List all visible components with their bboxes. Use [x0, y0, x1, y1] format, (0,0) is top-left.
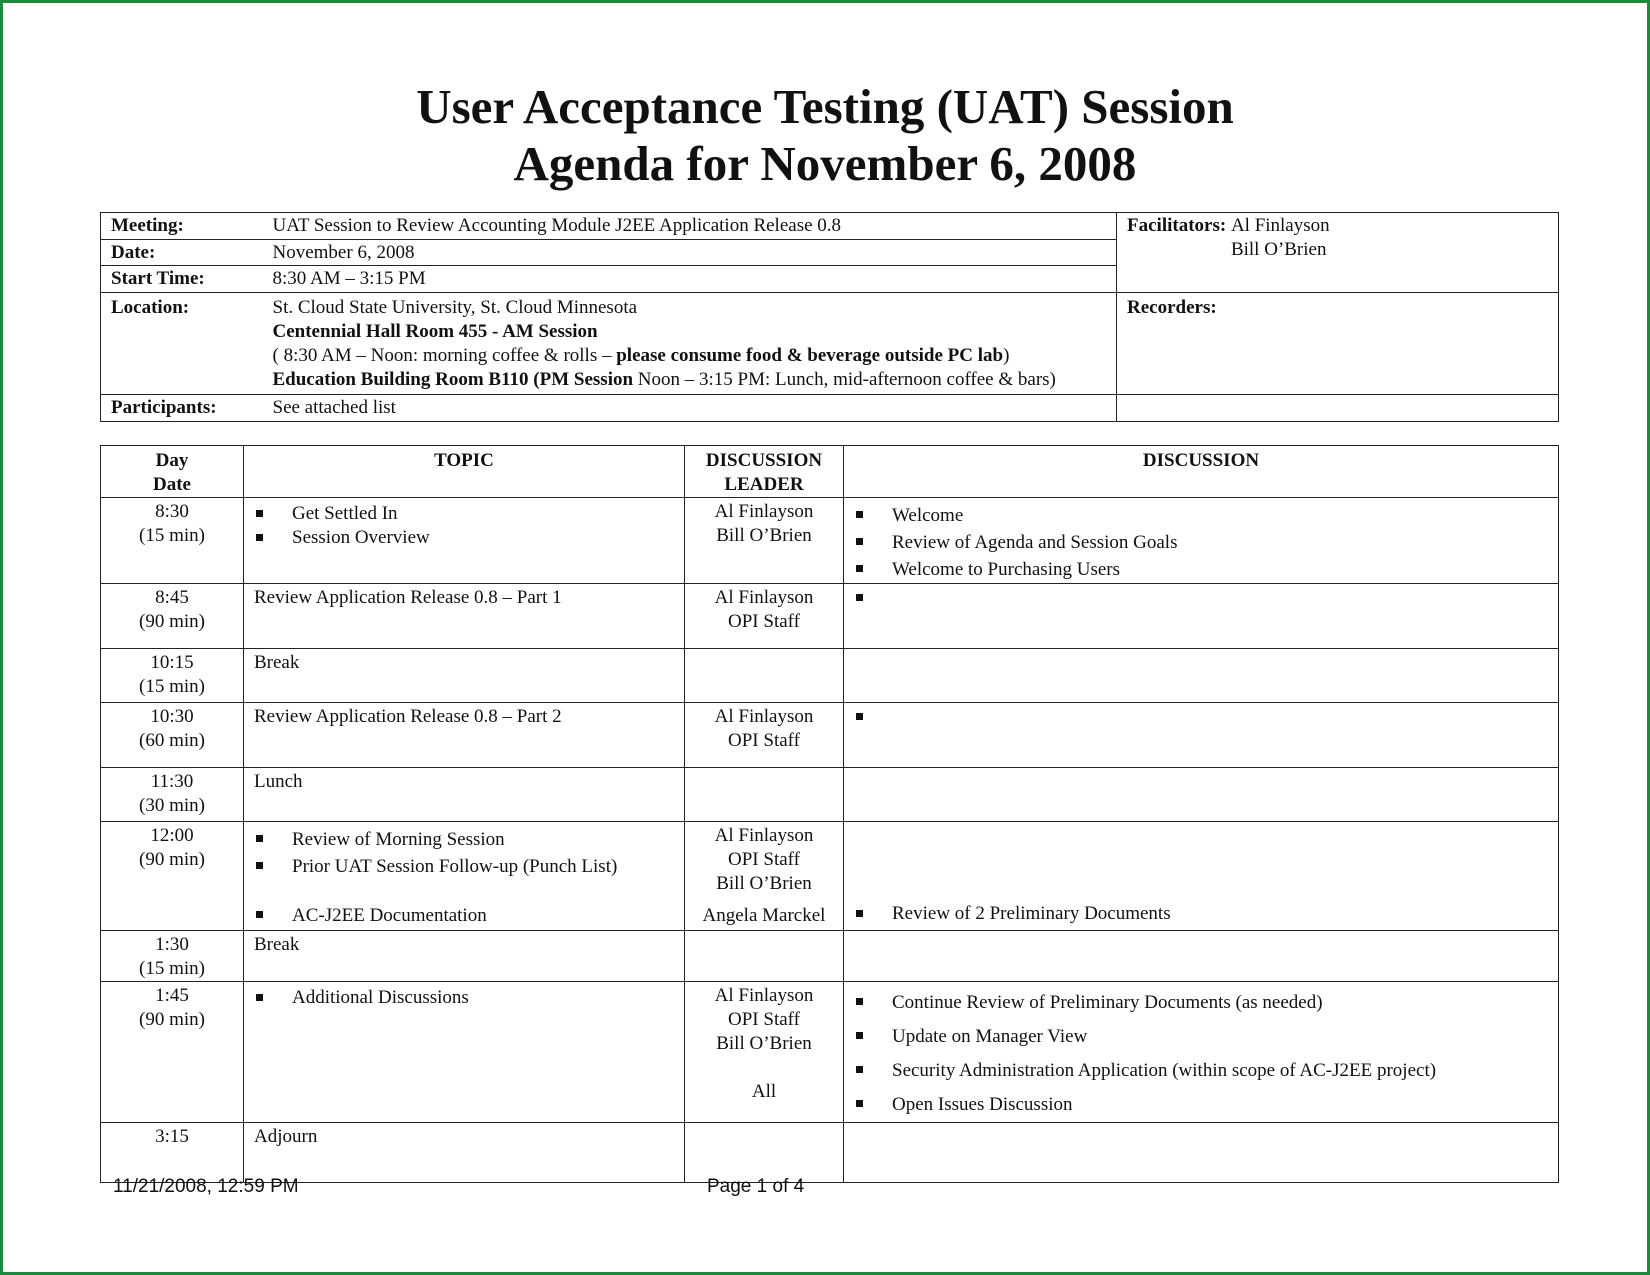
- duration: (60 min): [139, 730, 205, 751]
- topic-cell: Review Application Release 0.8 – Part 1: [244, 584, 685, 649]
- duration: (90 min): [139, 611, 205, 632]
- location-line-3-text: ( 8:30 AM – Noon: morning coffee & rolls –: [272, 344, 617, 366]
- duration: (15 min): [139, 958, 205, 979]
- time-cell: [101, 498, 244, 584]
- recorders-cell: [1117, 292, 1559, 394]
- discussion-cell: [844, 1123, 1559, 1183]
- time-cell: [101, 768, 244, 822]
- leader: Bill O’Brien: [716, 525, 812, 546]
- location-line-1: St. Cloud State University, St. Cloud Minnesota: [272, 296, 638, 318]
- start-time-value: 8:30 AM – 3:15 PM: [263, 266, 1117, 293]
- discussion-cell: [844, 498, 1559, 584]
- leader: OPI Staff: [728, 1009, 800, 1030]
- header-leader-line-2: LEADER: [724, 474, 804, 495]
- document-title: [0, 78, 1650, 192]
- discussion-cell: [844, 703, 1559, 768]
- empty-bullet: [854, 705, 1548, 729]
- discussion-text: Security Administration Application (within scope of AC-J2EE project): [892, 1060, 1437, 1081]
- participants-label: Participants:: [101, 395, 263, 422]
- topic-cell: [244, 822, 685, 931]
- table-row: [101, 931, 1559, 982]
- table-row: [101, 498, 1559, 584]
- leader: Al Finlayson: [714, 825, 814, 846]
- agenda-header-row: [101, 446, 1559, 498]
- leader: Al Finlayson: [714, 587, 814, 608]
- topic-text: AC-J2EE Documentation: [292, 905, 487, 926]
- leader-cell: [685, 931, 844, 982]
- list-item: [254, 902, 674, 929]
- date-value: November 6, 2008: [263, 239, 1117, 266]
- table-row: [101, 584, 1559, 649]
- leader-cell: [685, 768, 844, 822]
- table-row: [101, 768, 1559, 822]
- time: 11:30: [150, 771, 194, 792]
- title-line-2: Agenda for November 6, 2008: [513, 136, 1137, 191]
- list-item: [254, 986, 674, 1010]
- discussion-text: Welcome: [892, 505, 964, 526]
- participants-empty-cell: [1117, 395, 1559, 422]
- empty-bullet: [854, 586, 1548, 610]
- list-item: [254, 526, 674, 550]
- topic-text: Additional Discussions: [292, 987, 469, 1008]
- discussion-cell: [844, 768, 1559, 822]
- list-item: [254, 502, 674, 526]
- discussion-cell: [844, 584, 1559, 649]
- discussion-text: Continue Review of Preliminary Documents (as needed): [892, 992, 1323, 1013]
- table-row: [101, 1123, 1559, 1183]
- leader-cell: [685, 982, 844, 1123]
- footer-timestamp: 11/21/2008, 12:59 PM: [113, 1176, 299, 1197]
- list-item: [854, 986, 1548, 1020]
- recorders-label: Recorders:: [1127, 296, 1217, 318]
- time: 1:45: [155, 985, 189, 1006]
- leader: Bill O’Brien: [716, 1033, 812, 1054]
- list-item: [854, 502, 1548, 529]
- facilitators-cell: [1117, 213, 1559, 293]
- leader-cell: [685, 498, 844, 584]
- topic-cell: Lunch: [244, 768, 685, 822]
- discussion-cell: [844, 649, 1559, 703]
- time-cell: [101, 931, 244, 982]
- leader: Al Finlayson: [714, 985, 814, 1006]
- duration: (90 min): [139, 849, 205, 870]
- header-leader-line-1: DISCUSSION: [705, 450, 823, 471]
- duration: (15 min): [139, 676, 205, 697]
- location-line-4-bold: Education Building Room B110 (PM Session: [272, 368, 634, 390]
- leader-cell: [685, 822, 844, 931]
- time: 10:15: [150, 652, 194, 673]
- leader: OPI Staff: [728, 849, 800, 870]
- time: 12:00: [150, 825, 194, 846]
- location-line-3-bold: please consume food & beverage outside PC lab: [616, 344, 1004, 366]
- location-line-2: Centennial Hall Room 455 - AM Session: [272, 320, 598, 342]
- header-discussion: DISCUSSION: [844, 446, 1559, 498]
- time-cell: [101, 703, 244, 768]
- discussion-cell: [844, 822, 1559, 931]
- table-row: [101, 649, 1559, 703]
- time: 8:45: [155, 587, 189, 608]
- leader: OPI Staff: [728, 730, 800, 751]
- facilitator-name: Al Finlayson: [1230, 215, 1330, 236]
- leader-cell: [685, 649, 844, 703]
- time: 10:30: [150, 706, 194, 727]
- discussion-text: Open Issues Discussion: [892, 1094, 1073, 1115]
- header-topic: TOPIC: [244, 446, 685, 498]
- facilitators-names: [1231, 214, 1330, 262]
- topic-text: Session Overview: [292, 527, 430, 548]
- meeting-info-table: [100, 212, 1559, 422]
- list-item: [254, 853, 674, 880]
- list-item: [854, 529, 1548, 556]
- facilitator-name: Bill O’Brien: [1230, 239, 1327, 260]
- discussion-text: Welcome to Purchasing Users: [892, 559, 1120, 580]
- duration: (90 min): [139, 1009, 205, 1030]
- meeting-value: UAT Session to Review Accounting Module J2EE Application Release 0.8: [263, 213, 1117, 240]
- time-cell: [101, 822, 244, 931]
- topic-cell: Break: [244, 649, 685, 703]
- list-item: [254, 826, 674, 853]
- time: 1:30: [155, 934, 189, 955]
- discussion-text: Review of Agenda and Session Goals: [892, 532, 1178, 553]
- time-cell: [101, 1123, 244, 1183]
- discussion-cell: [844, 931, 1559, 982]
- topic-cell: Review Application Release 0.8 – Part 2: [244, 703, 685, 768]
- topic-cell: [244, 982, 685, 1123]
- table-row: [101, 982, 1559, 1123]
- list-item: [854, 556, 1548, 583]
- agenda-table: [100, 445, 1559, 1183]
- title-line-1: User Acceptance Testing (UAT) Session: [416, 79, 1234, 134]
- duration: (15 min): [139, 525, 205, 546]
- discussion-text: Review of 2 Preliminary Documents: [892, 903, 1171, 924]
- discussion-cell: [844, 982, 1559, 1123]
- topic-cell: Break: [244, 931, 685, 982]
- time-cell: [101, 649, 244, 703]
- header-day: Day: [155, 450, 189, 471]
- list-item: [854, 1020, 1548, 1054]
- header-date: Date: [153, 474, 191, 495]
- leader-cell: [685, 584, 844, 649]
- footer-page-number: Page 1 of 4: [707, 1176, 805, 1197]
- leader-cell: [685, 703, 844, 768]
- date-label: Date:: [101, 239, 263, 266]
- location-value: [263, 292, 1117, 394]
- table-row: [101, 822, 1559, 931]
- start-time-label: Start Time:: [101, 266, 263, 293]
- list-item: [854, 1054, 1548, 1088]
- leader: Al Finlayson: [714, 706, 814, 727]
- topic-cell: [244, 498, 685, 584]
- list-item: [854, 1088, 1548, 1122]
- leader-cell: [685, 1123, 844, 1183]
- leader: Bill O’Brien: [716, 873, 812, 894]
- facilitators-label: Facilitators:: [1127, 215, 1227, 236]
- header-leader: [685, 446, 844, 498]
- discussion-text: Update on Manager View: [892, 1026, 1088, 1047]
- duration: (30 min): [139, 795, 205, 816]
- time: 3:15: [155, 1126, 189, 1147]
- topic-cell: Adjourn: [244, 1123, 685, 1183]
- time: 8:30: [155, 501, 189, 522]
- location-line-4: [273, 368, 1107, 392]
- topic-text: Prior UAT Session Follow-up (Punch List): [292, 856, 618, 877]
- meeting-label: Meeting:: [101, 213, 263, 240]
- location-label: Location:: [101, 292, 263, 394]
- location-line-3-end: ): [1003, 344, 1010, 366]
- topic-text: Review of Morning Session: [292, 829, 505, 850]
- location-line-3: [273, 344, 1107, 368]
- time-cell: [101, 584, 244, 649]
- leader: All: [751, 1081, 777, 1102]
- participants-value: See attached list: [263, 395, 1117, 422]
- location-line-4-text: Noon – 3:15 PM: Lunch, mid-afternoon coffee & bars): [633, 368, 1056, 390]
- list-item: [854, 902, 1548, 926]
- topic-text: Get Settled In: [292, 503, 398, 524]
- header-day-date: [101, 446, 244, 498]
- time-cell: [101, 982, 244, 1123]
- leader: OPI Staff: [728, 611, 800, 632]
- leader: Al Finlayson: [714, 501, 814, 522]
- leader: Angela Marckel: [702, 905, 826, 926]
- table-row: [101, 703, 1559, 768]
